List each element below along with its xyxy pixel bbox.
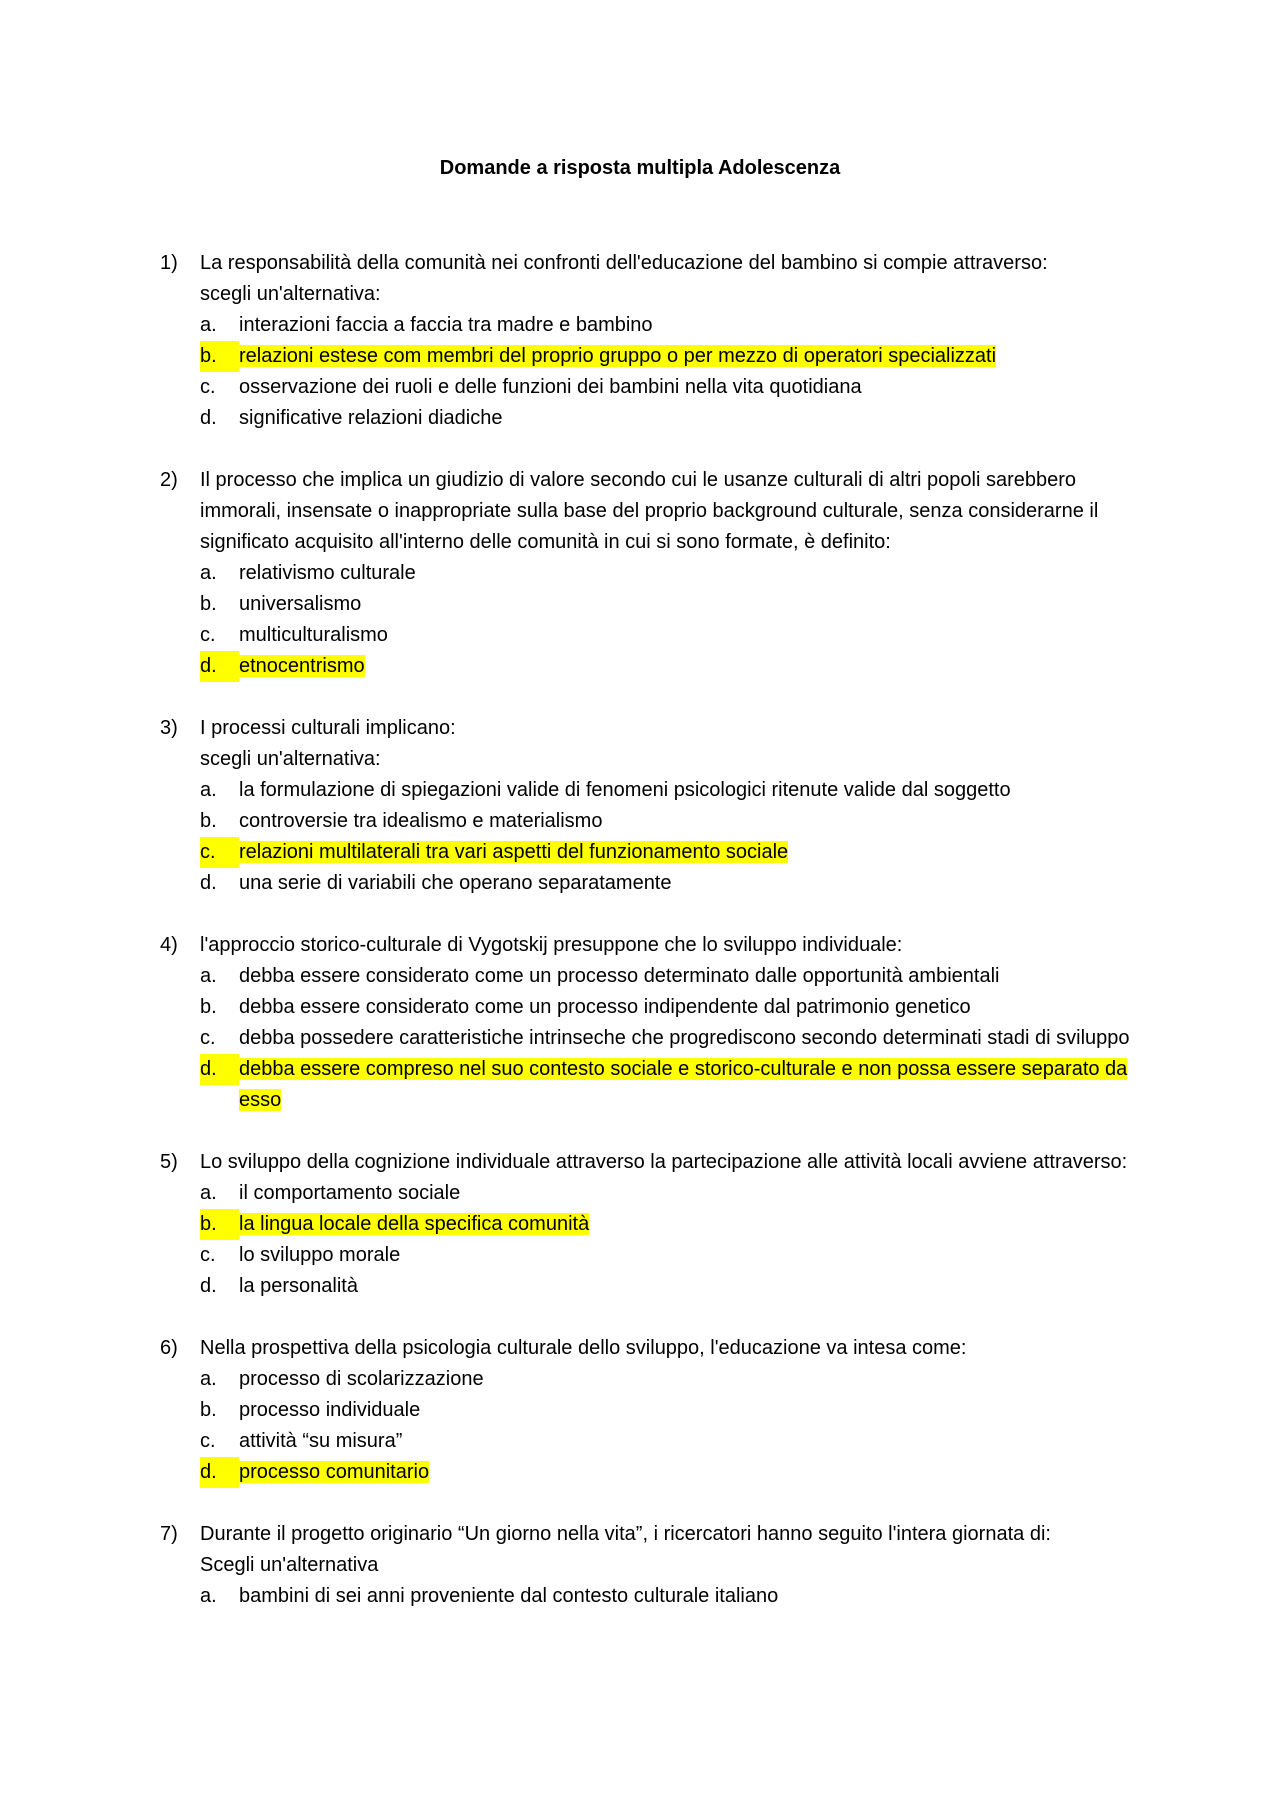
answer-option <box>200 1364 1160 1395</box>
answer-option <box>200 1426 1160 1457</box>
question-text: I processi culturali implicano: <box>200 717 456 739</box>
option-text: processo individuale <box>239 1399 421 1421</box>
option-text: significative relazioni diadiche <box>239 407 503 429</box>
answer-option-highlighted <box>200 651 1160 682</box>
option-letter: d. <box>200 872 217 894</box>
answer-option <box>200 1023 1160 1054</box>
option-letter: b. <box>200 341 239 372</box>
option-text: il comportamento sociale <box>239 1182 461 1204</box>
answer-option-highlighted <box>200 1209 1160 1240</box>
answer-option <box>200 1271 1160 1302</box>
answer-option <box>200 403 1160 434</box>
answer-options <box>200 310 1160 434</box>
question-item <box>160 465 1160 682</box>
question-number: 1) <box>160 252 178 274</box>
option-letter: d. <box>200 651 239 682</box>
option-letter: a. <box>200 1368 217 1390</box>
question-text: Il processo che implica un giudizio di valore secondo cui le usanze culturali di altri popoli sarebbero immorali, insensate o inappropriate sulla base del proprio background culturale, senza considerarne il significato acquisito all'interno delle comunità in cui si sono formate, è definito: <box>200 469 1099 553</box>
answer-options <box>200 1364 1160 1488</box>
option-text: la personalità <box>239 1275 358 1297</box>
answer-option <box>200 1581 1160 1612</box>
answer-option <box>200 806 1160 837</box>
answer-option <box>200 372 1160 403</box>
question-item <box>160 1147 1160 1302</box>
option-text: multiculturalismo <box>239 624 388 646</box>
question-item <box>160 1519 1160 1612</box>
question-text: La responsabilità della comunità nei confronti dell'educazione del bambino si compie attraverso: <box>200 252 1048 274</box>
question-list <box>160 248 1160 1643</box>
option-letter: c. <box>200 624 216 646</box>
option-text: osservazione dei ruoli e delle funzioni dei bambini nella vita quotidiana <box>239 376 862 398</box>
question-text: l'approccio storico-culturale di Vygotskij presuppone che lo sviluppo individuale: <box>200 934 903 956</box>
question-instruction: Scegli un'alternativa <box>200 1554 379 1576</box>
option-letter: a. <box>200 1585 217 1607</box>
document-title: Domande a risposta multipla Adolescenza <box>439 157 841 179</box>
answer-option <box>200 1178 1160 1209</box>
option-letter: b. <box>200 1209 239 1240</box>
answer-option <box>200 868 1160 899</box>
question-item <box>160 713 1160 899</box>
option-letter: c. <box>200 1244 216 1266</box>
option-text: universalismo <box>239 593 362 615</box>
option-text: relazioni estese com membri del proprio gruppo o per mezzo di operatori specializzati <box>239 345 997 367</box>
question-number: 6) <box>160 1337 178 1359</box>
option-letter: c. <box>200 1027 216 1049</box>
option-text: relativismo culturale <box>239 562 416 584</box>
option-letter: c. <box>200 837 239 868</box>
answer-options <box>200 775 1160 899</box>
answer-option <box>200 992 1160 1023</box>
question-item <box>160 1333 1160 1488</box>
option-letter: d. <box>200 407 217 429</box>
option-text: processo di scolarizzazione <box>239 1368 484 1390</box>
option-letter: d. <box>200 1457 239 1488</box>
option-text: una serie di variabili che operano separatamente <box>239 872 672 894</box>
answer-options <box>200 1178 1160 1302</box>
answer-options <box>200 558 1160 682</box>
answer-option <box>200 775 1160 806</box>
answer-option <box>200 1240 1160 1271</box>
option-letter: d. <box>200 1054 239 1085</box>
answer-option <box>200 1395 1160 1426</box>
answer-option <box>200 558 1160 589</box>
option-text: interazioni faccia a faccia tra madre e bambino <box>239 314 653 336</box>
answer-option-highlighted <box>200 837 1160 868</box>
question-instruction: scegli un'alternativa: <box>200 283 381 305</box>
option-letter: a. <box>200 965 217 987</box>
question-text: Lo sviluppo della cognizione individuale attraverso la partecipazione alle attività locali avviene attraverso: <box>200 1151 1128 1173</box>
option-text: bambini di sei anni proveniente dal contesto culturale italiano <box>239 1585 779 1607</box>
option-letter: b. <box>200 996 217 1018</box>
option-text: controversie tra idealismo e materialismo <box>239 810 603 832</box>
question-number: 4) <box>160 934 178 956</box>
option-letter: a. <box>200 779 217 801</box>
option-text: debba essere considerato come un processo indipendente dal patrimonio genetico <box>239 996 971 1018</box>
answer-option-highlighted <box>200 1457 1160 1488</box>
option-text: lo sviluppo morale <box>239 1244 401 1266</box>
option-text: la lingua locale della specifica comunità <box>239 1213 590 1235</box>
answer-option <box>200 589 1160 620</box>
option-letter: d. <box>200 1275 217 1297</box>
answer-option <box>200 310 1160 341</box>
option-text: relazioni multilaterali tra vari aspetti del funzionamento sociale <box>239 841 789 863</box>
option-text: debba possedere caratteristiche intrinseche che progrediscono secondo determinati stadi di sviluppo <box>239 1027 1130 1049</box>
answer-options <box>200 961 1160 1116</box>
answer-options <box>200 1581 1160 1612</box>
option-letter: a. <box>200 562 217 584</box>
option-letter: a. <box>200 1182 217 1204</box>
option-text: processo comunitario <box>239 1461 430 1483</box>
question-number: 7) <box>160 1523 178 1545</box>
option-letter: b. <box>200 810 217 832</box>
option-letter: b. <box>200 1399 217 1421</box>
option-text: debba essere compreso nel suo contesto sociale e storico-culturale e non possa essere separato da esso <box>239 1058 1128 1111</box>
option-text: la formulazione di spiegazioni valide di fenomeni psicologici ritenute valide dal soggetto <box>239 779 1011 801</box>
question-number: 5) <box>160 1151 178 1173</box>
answer-option <box>200 620 1160 651</box>
question-number: 2) <box>160 469 178 491</box>
option-letter: a. <box>200 314 217 336</box>
option-text: etnocentrismo <box>239 655 365 677</box>
question-instruction: scegli un'alternativa: <box>200 748 381 770</box>
answer-option-highlighted <box>200 1054 1160 1116</box>
option-text: debba essere considerato come un processo determinato dalle opportunità ambientali <box>239 965 1000 987</box>
answer-option-highlighted <box>200 341 1160 372</box>
answer-option <box>200 961 1160 992</box>
option-text: attività “su misura” <box>239 1430 403 1452</box>
option-letter: c. <box>200 376 216 398</box>
question-number: 3) <box>160 717 178 739</box>
question-item <box>160 930 1160 1116</box>
question-item <box>160 248 1160 434</box>
option-letter: c. <box>200 1430 216 1452</box>
question-text: Durante il progetto originario “Un giorno nella vita”, i ricercatori hanno seguito l'intera giornata di: <box>200 1523 1051 1545</box>
option-letter: b. <box>200 593 217 615</box>
question-text: Nella prospettiva della psicologia culturale dello sviluppo, l'educazione va intesa come: <box>200 1337 967 1359</box>
